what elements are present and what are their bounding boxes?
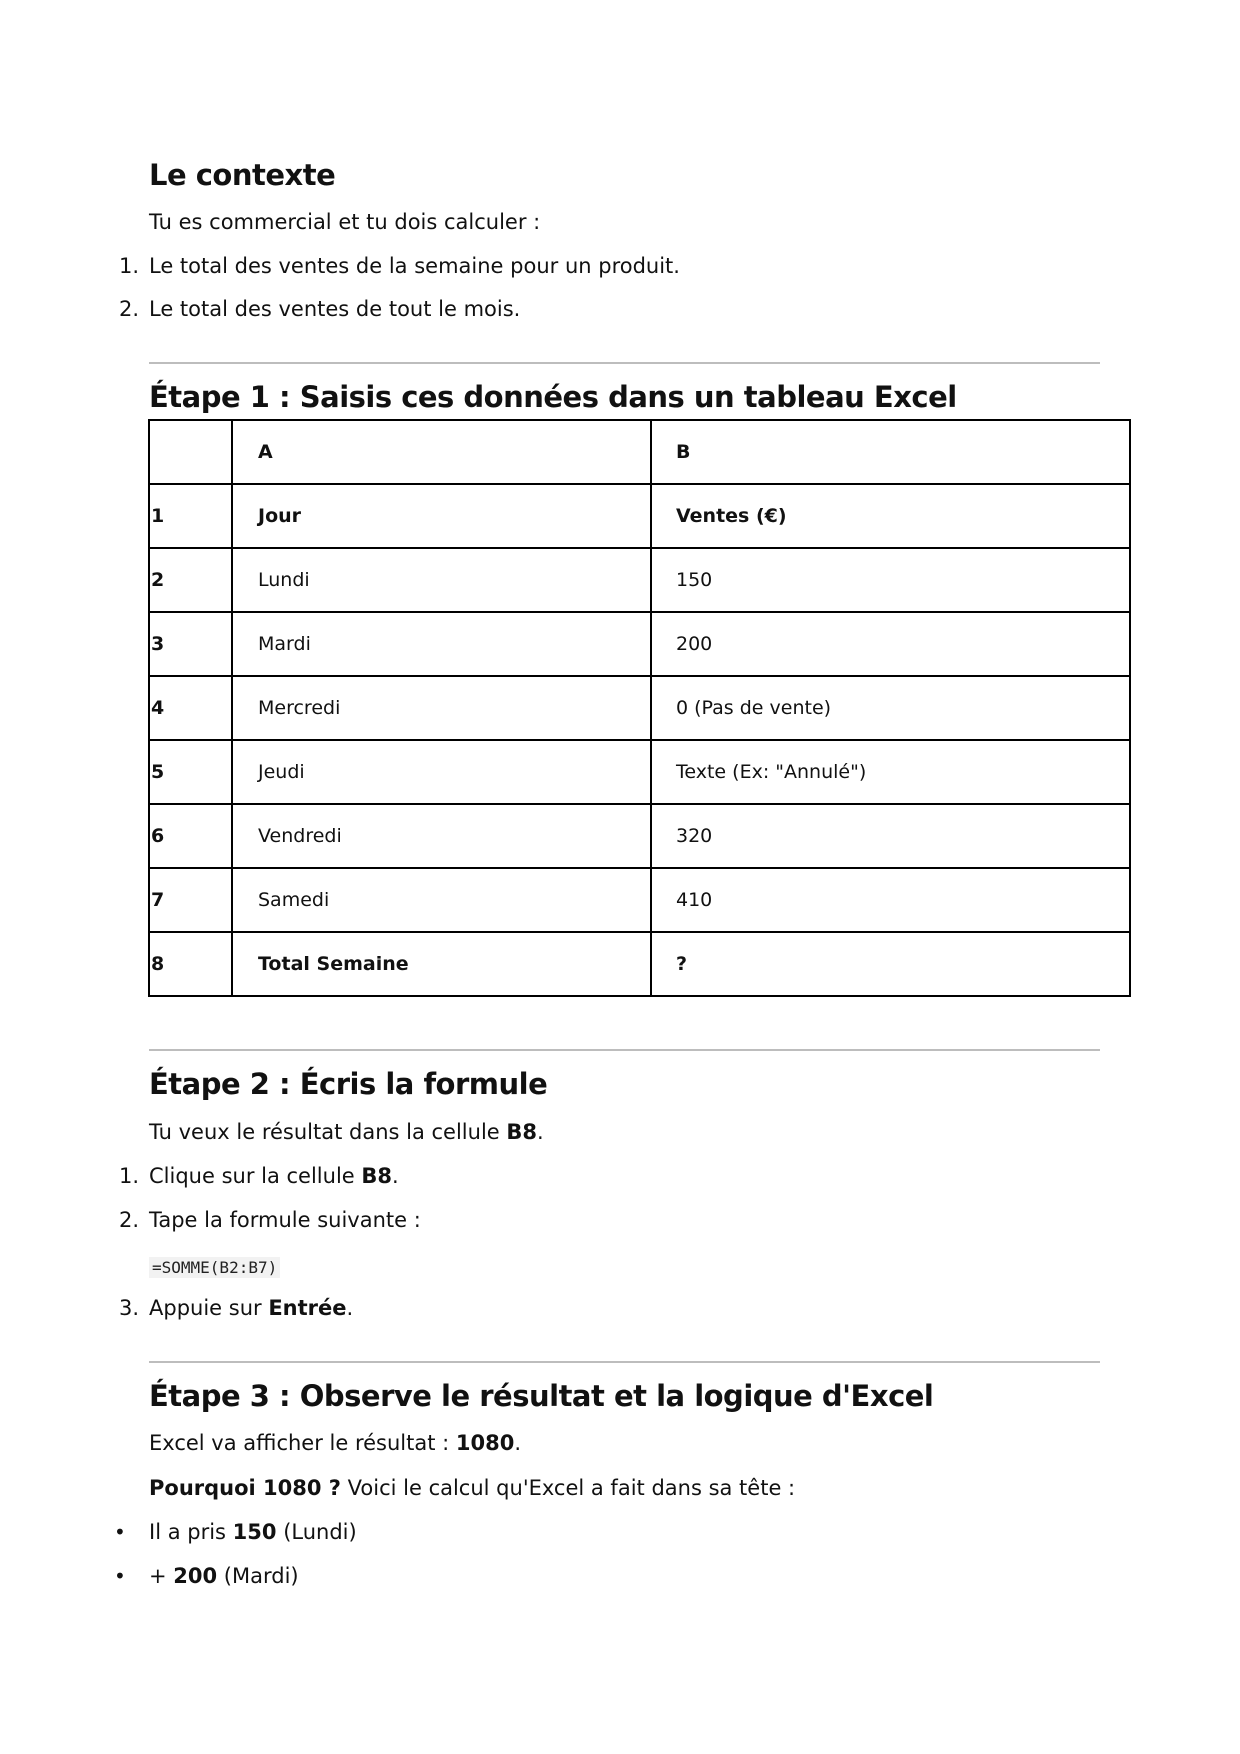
column-header-a: A — [232, 420, 651, 484]
step3-bullet-1: • Il a pris 150 (Lundi) — [114, 1520, 357, 1544]
table-row — [149, 932, 1130, 996]
table-row — [149, 676, 1130, 740]
table-row — [149, 868, 1130, 932]
table-row — [149, 612, 1130, 676]
cell-b: ? — [651, 932, 1130, 996]
row-number: 4 — [149, 676, 232, 740]
column-header-b: B — [651, 420, 1130, 484]
list-number: 2. — [118, 1208, 139, 1232]
row-number: 8 — [149, 932, 232, 996]
bullet-icon: • — [114, 1520, 126, 1544]
list-number: 2. — [118, 297, 139, 321]
step3-why-line: Pourquoi 1080 ? Voici le calcul qu'Excel a fait dans sa tête : — [149, 1476, 796, 1500]
step1-heading: Étape 1 : Saisis ces données dans un tableau Excel — [149, 380, 957, 414]
section-divider — [149, 1049, 1100, 1051]
table-row — [149, 740, 1130, 804]
step2-intro: Tu veux le résultat dans la cellule B8. — [149, 1120, 544, 1144]
step2-item-2 — [118, 1208, 421, 1232]
cell-a: Jour — [232, 484, 651, 548]
list-number: 1. — [118, 254, 139, 278]
sales-table — [148, 419, 1131, 997]
cell-b: Texte (Ex: "Annulé") — [651, 740, 1130, 804]
step2-item-1: 1. Clique sur la cellule B8. — [149, 1164, 399, 1188]
context-item-1 — [118, 254, 680, 278]
step2-item-3: 3. Appuie sur Entrée. — [149, 1296, 353, 1320]
cell-b: Ventes (€) — [651, 484, 1130, 548]
cell-b: 0 (Pas de vente) — [651, 676, 1130, 740]
cell-a: Mardi — [232, 612, 651, 676]
list-item-text: Le total des ventes de tout le mois. — [149, 297, 521, 321]
corner-cell — [149, 420, 232, 484]
section-divider — [149, 362, 1100, 364]
row-number: 6 — [149, 804, 232, 868]
cell-a: Vendredi — [232, 804, 651, 868]
step3-result-line: Excel va afficher le résultat : 1080. — [149, 1431, 522, 1455]
context-item-2 — [118, 297, 521, 321]
list-number: 3. — [118, 1296, 139, 1320]
table-header-row — [149, 420, 1130, 484]
cell-b: 320 — [651, 804, 1130, 868]
cell-a: Samedi — [232, 868, 651, 932]
row-number: 1 — [149, 484, 232, 548]
row-number: 5 — [149, 740, 232, 804]
table-row — [149, 548, 1130, 612]
row-number: 3 — [149, 612, 232, 676]
step3-bullet-2: • + 200 (Mardi) — [114, 1564, 299, 1588]
formula-code: =SOMME(B2:B7) — [149, 1257, 280, 1278]
cell-a: Mercredi — [232, 676, 651, 740]
cell-b: 410 — [651, 868, 1130, 932]
table-row — [149, 804, 1130, 868]
cell-a: Jeudi — [232, 740, 651, 804]
context-heading: Le contexte — [149, 158, 336, 192]
list-item-text: Tape la formule suivante : — [149, 1208, 421, 1232]
cell-b: 150 — [651, 548, 1130, 612]
section-divider — [149, 1361, 1100, 1363]
cell-a: Lundi — [232, 548, 651, 612]
list-item-text: Le total des ventes de la semaine pour un produit. — [149, 254, 680, 278]
row-number: 2 — [149, 548, 232, 612]
step2-heading: Étape 2 : Écris la formule — [149, 1067, 548, 1101]
row-number: 7 — [149, 868, 232, 932]
list-number: 1. — [118, 1164, 139, 1188]
bullet-icon: • — [114, 1564, 126, 1588]
cell-a: Total Semaine — [232, 932, 651, 996]
context-intro: Tu es commercial et tu dois calculer : — [149, 210, 541, 234]
step3-heading: Étape 3 : Observe le résultat et la logique d'Excel — [149, 1379, 934, 1413]
cell-b: 200 — [651, 612, 1130, 676]
table-row — [149, 484, 1130, 548]
